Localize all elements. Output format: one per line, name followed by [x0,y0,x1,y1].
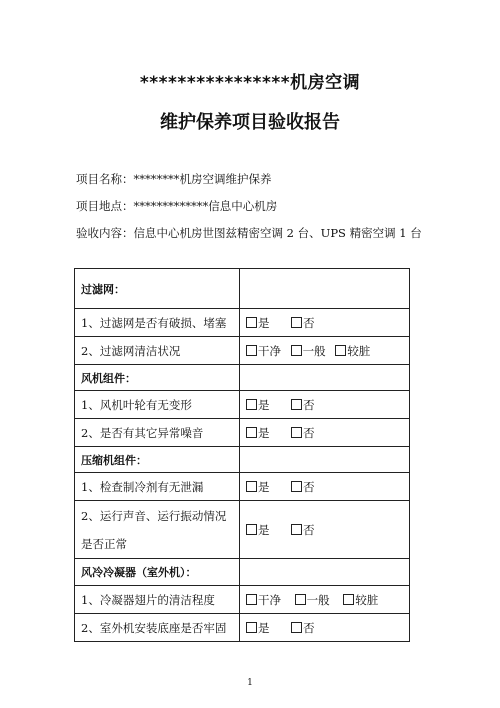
section-title: 风机组件： [75,365,240,391]
table-row [75,473,410,501]
checkbox-icon[interactable] [291,481,302,492]
check-item: 1、冷凝器翅片的清洁程度 [75,586,240,614]
table-row [75,501,410,559]
checkbox-icon[interactable] [291,317,302,328]
section-title: 过滤网： [75,269,240,309]
options-cell [240,337,410,365]
section-empty-cell [240,447,410,473]
options-cell [240,586,410,614]
report-title-line2: 维护保养项目验收报告 [160,112,340,133]
options-cell [240,473,410,501]
checkbox-icon[interactable] [291,622,302,633]
checkbox-icon[interactable] [291,345,302,356]
option-label: 否 [303,425,315,440]
option-yes[interactable] [246,522,270,538]
checkbox-icon[interactable] [246,345,257,356]
option-label: 一般 [302,343,326,358]
option-label: 否 [303,620,315,635]
page-number: 1 [247,678,253,688]
checkbox-icon[interactable] [246,594,257,605]
options-cell [240,391,410,419]
table-row [75,337,410,365]
checkbox-icon[interactable] [291,524,302,535]
option-yes[interactable] [246,397,270,413]
checkbox-icon[interactable] [246,622,257,633]
checkbox-icon[interactable] [246,399,257,410]
section-header-row [75,559,410,586]
option-label: 一般 [306,592,330,607]
check-item: 2、室外机安装底座是否牢固 [75,614,240,642]
checkbox-icon[interactable] [246,524,257,535]
option-yes[interactable] [246,479,270,495]
table-row [75,309,410,337]
project-name-value: ********机房空调维护保养 [133,172,272,186]
option-label: 是 [258,479,270,494]
option-dirty[interactable] [343,592,378,608]
table-row [75,419,410,447]
section-title: 风冷冷凝器（室外机）： [75,559,240,586]
table-row [75,586,410,614]
option-dirty[interactable] [335,343,370,359]
table-row [75,391,410,419]
option-no[interactable] [291,397,315,413]
option-no[interactable] [291,479,315,495]
section-header-row [75,447,410,473]
option-label: 较脏 [355,592,379,607]
options-cell [240,501,410,559]
option-no[interactable] [291,620,315,636]
checkbox-icon[interactable] [246,427,257,438]
check-item: 1、风机叶轮有无变形 [75,391,240,419]
project-location-label: 项目地点： [76,199,134,213]
options-cell [240,419,410,447]
option-no[interactable] [291,425,315,441]
project-location-line [76,199,277,213]
check-item [75,501,240,559]
check-item-line1: 2、运行声音、运行振动情况 [81,508,227,523]
option-label: 是 [258,425,270,440]
section-empty-cell [240,559,410,586]
option-clean[interactable] [246,592,281,608]
section-header-row [75,269,410,309]
option-label: 否 [303,479,315,494]
option-label: 否 [303,315,315,330]
acceptance-content-value: 信息中心机房世图兹精密空调 2 台、UPS 精密空调 1 台 [133,226,422,240]
checkbox-icon[interactable] [291,427,302,438]
section-empty-cell [240,365,410,391]
option-label: 干净 [258,343,281,358]
project-name-label: 项目名称： [76,172,134,186]
option-label: 干净 [258,592,281,607]
option-average[interactable] [291,343,326,359]
options-cell [240,309,410,337]
option-label: 否 [303,522,315,537]
section-title: 压缩机组件： [75,447,240,473]
checkbox-icon[interactable] [246,481,257,492]
option-label: 是 [258,620,270,635]
option-no[interactable] [291,315,315,331]
report-title-line1: ****************机房空调 [139,73,361,93]
acceptance-content-line [76,226,422,240]
check-item: 1、检查制冷剂有无泄漏 [75,473,240,501]
table-row [75,614,410,642]
check-item: 1、过滤网是否有破损、堵塞 [75,309,240,337]
option-label: 是 [258,397,270,412]
check-item-line2: 是否正常 [81,536,127,551]
options-cell [240,614,410,642]
option-label: 较脏 [347,343,371,358]
acceptance-content-label: 验收内容： [76,226,134,240]
project-name-line [76,172,272,186]
check-item: 2、是否有其它异常噪音 [75,419,240,447]
section-empty-cell [240,269,410,309]
option-label: 是 [258,522,270,537]
option-yes[interactable] [246,620,270,636]
checkbox-icon[interactable] [295,594,306,605]
option-yes[interactable] [246,315,270,331]
option-yes[interactable] [246,425,270,441]
project-location-value: *************信息中心机房 [133,199,278,213]
option-average[interactable] [295,592,330,608]
checkbox-icon[interactable] [291,399,302,410]
check-item: 2、过滤网清洁状况 [75,337,240,365]
checkbox-icon[interactable] [246,317,257,328]
section-header-row [75,365,410,391]
option-clean[interactable] [246,343,281,359]
checkbox-icon[interactable] [335,345,346,356]
checkbox-icon[interactable] [343,594,354,605]
option-no[interactable] [291,522,315,538]
option-label: 是 [258,315,270,330]
inspection-table [74,268,410,642]
option-label: 否 [303,397,315,412]
